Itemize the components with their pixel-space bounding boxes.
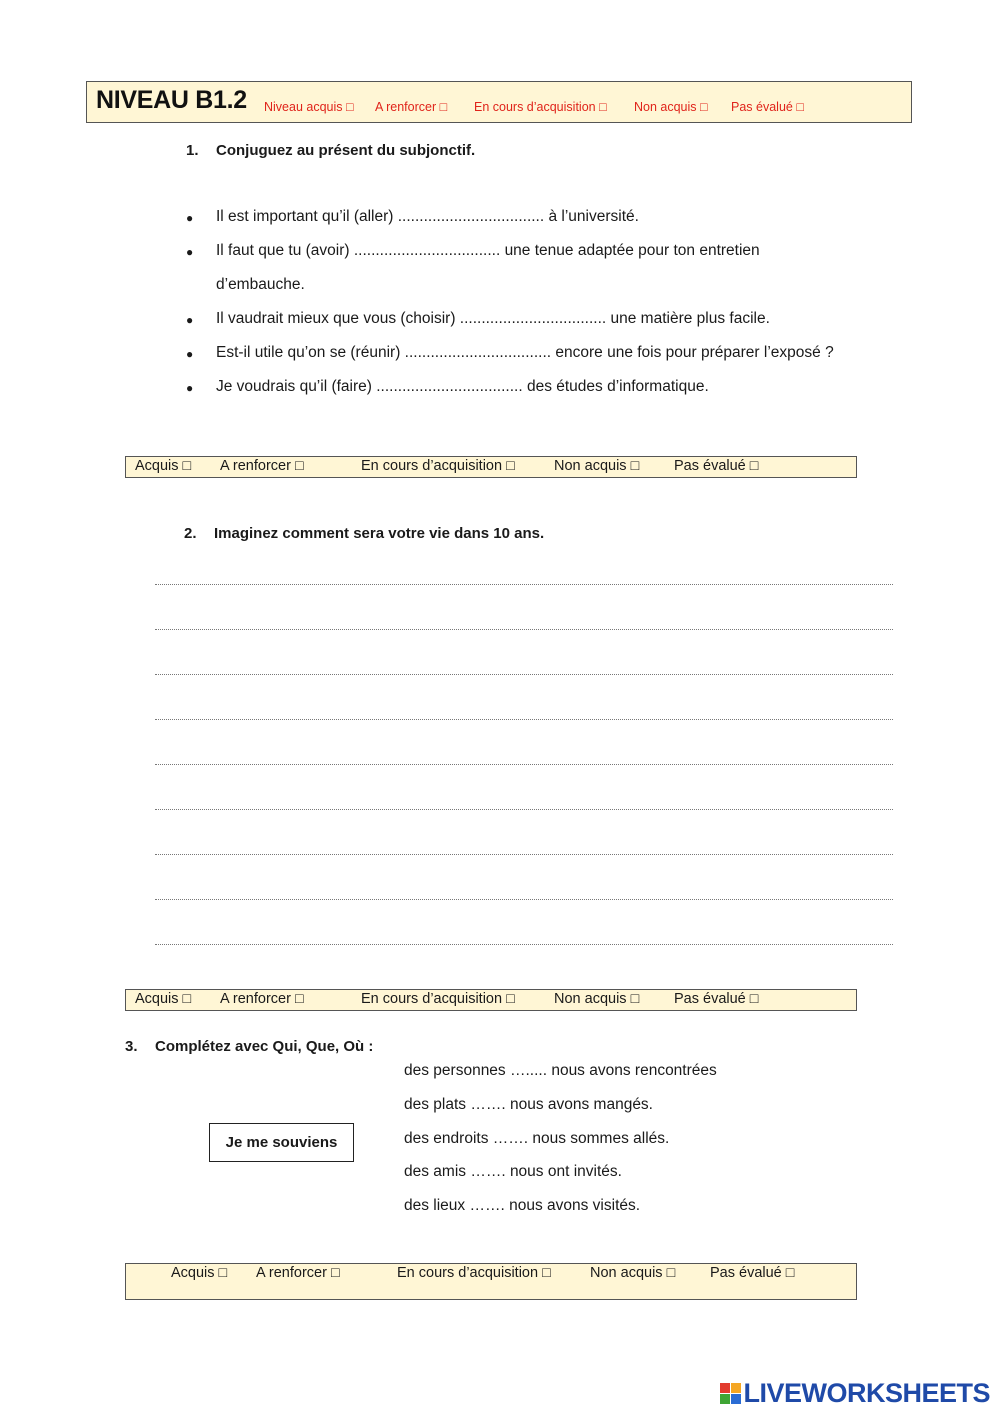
eval-reinforce[interactable]: A renforcer □ bbox=[256, 1265, 340, 1281]
level-title: NIVEAU B1.2 bbox=[96, 86, 247, 114]
liveworksheets-logo[interactable] bbox=[720, 1375, 990, 1411]
header-option-not-acquired[interactable]: Non acquis □ bbox=[634, 100, 708, 114]
eval-acquired[interactable]: Acquis □ bbox=[171, 1265, 228, 1281]
question-3-title bbox=[125, 1038, 373, 1055]
answer-line[interactable] bbox=[155, 898, 893, 900]
q1-item-1[interactable]: Il est important qu’il (aller) .................................. à l’université. bbox=[216, 208, 639, 225]
level-header bbox=[86, 81, 912, 123]
eval-reinforce[interactable]: A renforcer □ bbox=[220, 458, 304, 474]
je-me-souviens-box: Je me souviens bbox=[209, 1123, 354, 1162]
logo-blocks-icon bbox=[720, 1383, 741, 1404]
question-2-title bbox=[184, 525, 544, 542]
answer-line[interactable] bbox=[155, 808, 893, 810]
question-3-text: Complétez avec Qui, Que, Où : bbox=[155, 1038, 374, 1055]
q1-item-3[interactable]: Il vaudrait mieux que vous (choisir) .................................. une matière plus facile. bbox=[216, 310, 770, 327]
eval-not-evaluated[interactable]: Pas évalué □ bbox=[674, 458, 759, 474]
eval-in-progress[interactable]: En cours d’acquisition □ bbox=[361, 991, 515, 1007]
question-2-number: 2. bbox=[184, 525, 197, 542]
header-option-reinforce[interactable]: A renforcer □ bbox=[375, 100, 448, 114]
eval-not-evaluated[interactable]: Pas évalué □ bbox=[710, 1265, 795, 1281]
bullet-icon: ● bbox=[186, 245, 194, 259]
bullet-icon: ● bbox=[186, 381, 194, 395]
logo-text: LIVEWORKSHEETS bbox=[743, 1377, 990, 1408]
answer-line[interactable] bbox=[155, 853, 893, 855]
header-option-acquired[interactable]: Niveau acquis □ bbox=[264, 100, 354, 114]
answer-line[interactable] bbox=[155, 763, 893, 765]
eval-in-progress[interactable]: En cours d’acquisition □ bbox=[361, 458, 515, 474]
header-option-in-progress[interactable]: En cours d’acquisition □ bbox=[474, 100, 607, 114]
evaluation-bar-3 bbox=[125, 1263, 857, 1300]
question-3-number: 3. bbox=[125, 1038, 138, 1055]
answer-line[interactable] bbox=[155, 583, 893, 585]
q1-item-4[interactable]: Est-il utile qu’on se (réunir) .................................. encore une fois pour préparer l’exposé ? bbox=[216, 344, 834, 361]
q1-item-5[interactable]: Je voudrais qu’il (faire) .................................. des études d’informatique. bbox=[216, 378, 709, 395]
answer-line[interactable] bbox=[155, 628, 893, 630]
q1-item-2-continued: d’embauche. bbox=[216, 276, 305, 293]
question-1-number: 1. bbox=[186, 142, 199, 159]
answer-line[interactable] bbox=[155, 943, 893, 945]
q3-item-2[interactable]: des plats ……. nous avons mangés. bbox=[404, 1096, 653, 1113]
q1-item-2[interactable]: Il faut que tu (avoir) .................................. une tenue adaptée pour ton entretien bbox=[216, 242, 760, 259]
evaluation-bar-2 bbox=[125, 989, 857, 1011]
eval-reinforce[interactable]: A renforcer □ bbox=[220, 991, 304, 1007]
bullet-icon: ● bbox=[186, 347, 194, 361]
q3-item-4[interactable]: des amis ……. nous ont invités. bbox=[404, 1163, 622, 1180]
answer-line[interactable] bbox=[155, 673, 893, 675]
q3-item-1[interactable]: des personnes …..... nous avons rencontrées bbox=[404, 1062, 717, 1079]
eval-not-acquired[interactable]: Non acquis □ bbox=[554, 991, 640, 1007]
evaluation-bar-1 bbox=[125, 456, 857, 478]
answer-line[interactable] bbox=[155, 718, 893, 720]
bullet-icon: ● bbox=[186, 211, 194, 225]
question-1-text: Conjuguez au présent du subjonctif. bbox=[216, 142, 476, 159]
eval-not-acquired[interactable]: Non acquis □ bbox=[554, 458, 640, 474]
question-2-text: Imaginez comment sera votre vie dans 10 ans. bbox=[214, 525, 545, 542]
q3-item-5[interactable]: des lieux ……. nous avons visités. bbox=[404, 1197, 641, 1214]
bullet-icon: ● bbox=[186, 313, 194, 327]
eval-acquired[interactable]: Acquis □ bbox=[135, 458, 192, 474]
eval-not-acquired[interactable]: Non acquis □ bbox=[590, 1265, 676, 1281]
eval-acquired[interactable]: Acquis □ bbox=[135, 991, 192, 1007]
q3-item-3[interactable]: des endroits ……. nous sommes allés. bbox=[404, 1130, 670, 1147]
header-option-not-evaluated[interactable]: Pas évalué □ bbox=[731, 100, 804, 114]
eval-not-evaluated[interactable]: Pas évalué □ bbox=[674, 991, 759, 1007]
eval-in-progress[interactable]: En cours d’acquisition □ bbox=[397, 1265, 551, 1281]
question-1-title bbox=[186, 142, 475, 159]
